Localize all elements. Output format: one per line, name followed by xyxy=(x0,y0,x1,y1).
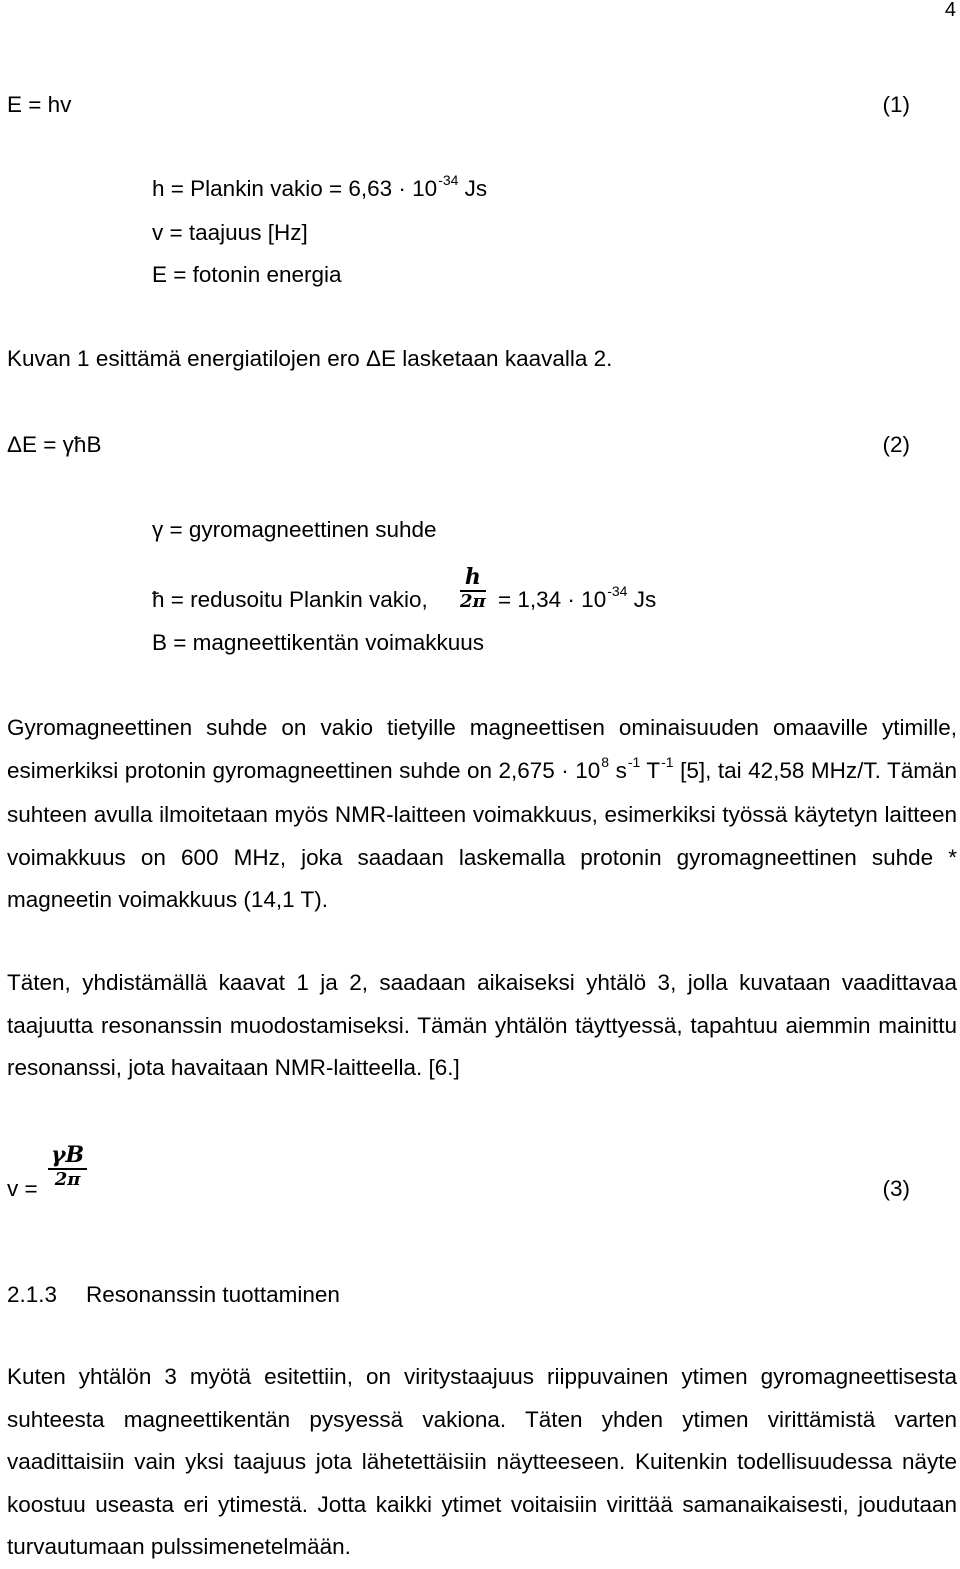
section-title: Resonanssin tuottaminen xyxy=(86,1282,340,1307)
definition-E: E = fotonin energia xyxy=(152,262,342,287)
equation-2-number: (2) xyxy=(882,432,910,457)
intro-text: Kuvan 1 esittämä energiatilojen ero ΔE lasketaan kaavalla 2. xyxy=(7,346,613,371)
equation-2: ΔE = γħB xyxy=(7,432,102,457)
fraction-numerator: γB xyxy=(51,1142,85,1168)
definition-h-text: h = Plankin vakio = 6,63 · 10 xyxy=(152,176,438,201)
definition-hbar-value xyxy=(498,583,657,612)
paragraph-1-part-3: T xyxy=(640,757,661,783)
definition-B: B = magneettikentän voimakkuus xyxy=(152,630,485,655)
paragraph-resonance-generation: Kuten yhtälön 3 myötä esitettiin, on viritystaajuus riippuvainen ytimen gyromagneettisesta suhteesta magneettikentän pysyessä vakiona. Täten yhden ytimen virittämistä varten vaadittaisiin vain yksi taajuus jota lähetettäisiin näytteeseen. Kuitenkin todellisuudessa näyte koostuu useasta eri ytimestä. Jotta kaikki ytimet voitaisiin virittää samanaikaisesti, joudutaan turvautumaan pulssimenetelmään. xyxy=(7,1364,957,1559)
paragraph-1-part-1: Gyromagneettinen suhde on vakio tietyille magneettisen ominaisuuden omaaville ytimille, esimerkiksi protonin gyromagneettinen suhde on 2,675 · 10 xyxy=(7,715,957,783)
definition-h-unit: Js xyxy=(458,176,488,201)
hbar-value-text: = 1,34 · 10 xyxy=(498,587,607,612)
fraction-denominator: 2π xyxy=(48,1168,87,1189)
section-number: 2.1.3 xyxy=(7,1282,58,1307)
equation-3-fraction-wrap xyxy=(48,1144,87,1189)
equation-1: E = hv xyxy=(7,92,72,117)
paragraph-combining-equations: Täten, yhdistämällä kaavat 1 ja 2, saadaan aikaiseksi yhtälö 3, jolla kuvataan vaadittavaa taajuutta resonanssin muodostamiseksi. Tämän yhtälön täyttyessä, tapahtuu aiemmin mainittu resonanssi, jota havaitaan NMR-laitteella. [6.] xyxy=(7,970,957,1080)
paragraph-1-part-4: [5], tai 42,58 MHz/T. Tämän suhteen avulla ilmoitetaan myös NMR-laitteen voimakkuus, esimerkiksi työssä käytetyn laitteen voimakkuus on 600 MHz, joka saadaan laskemalla protonin gyromagneettinen suhde * magneetin voimakkuus (14,1 T). xyxy=(7,757,957,912)
paragraph-1-part-2: s xyxy=(609,757,627,783)
definition-h xyxy=(152,172,488,201)
hbar-exponent: -34 xyxy=(607,583,628,599)
equation-1-number: (1) xyxy=(882,92,910,117)
paragraph-1-exp-3: -1 xyxy=(661,753,674,770)
definition-h-exponent: -34 xyxy=(438,172,459,188)
fraction-gammaB-over-2pi xyxy=(48,1144,87,1189)
equation-3-prefix: v = xyxy=(7,1176,38,1201)
fraction-denominator: 2π xyxy=(460,591,486,612)
hbar-unit: Js xyxy=(627,587,657,612)
fraction-numerator: h xyxy=(464,564,481,590)
definition-hbar-text: ħ = redusoitu Plankin vakio, xyxy=(152,587,428,612)
hbar-fraction xyxy=(460,566,486,611)
page-number: 4 xyxy=(944,0,956,21)
definition-gamma: γ = gyromagneettinen suhde xyxy=(152,517,437,542)
equation-3-number: (3) xyxy=(882,1176,910,1201)
paragraph-1-exp-2: -1 xyxy=(627,753,641,770)
definition-v: v = taajuus [Hz] xyxy=(152,220,308,245)
paragraph-gyromagnetic-ratio xyxy=(7,707,957,922)
fraction-h-over-2pi xyxy=(460,566,486,611)
paragraph-1-exp-1: 8 xyxy=(601,753,610,770)
